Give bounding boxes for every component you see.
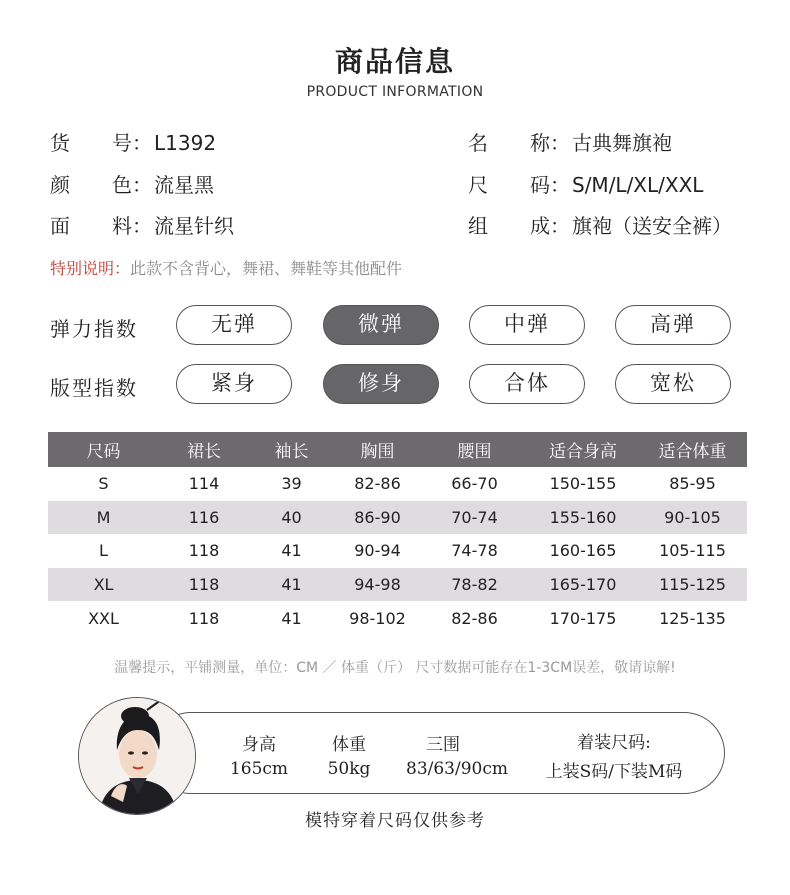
table-cell: 82-86 bbox=[451, 608, 498, 628]
table-cell: 98-102 bbox=[349, 608, 406, 628]
info-item-composition: 组成： 旗袍（送安全裤） bbox=[468, 210, 732, 239]
model-weight-label: 体重 bbox=[332, 735, 366, 755]
table-cell: 41 bbox=[249, 568, 334, 602]
info-value: 流星黑 bbox=[154, 173, 214, 197]
elasticity-option-high: 高弹 bbox=[615, 305, 731, 345]
table-cell: 170-175 bbox=[549, 608, 617, 628]
table-cell: S bbox=[98, 474, 109, 494]
info-label: 面料 bbox=[50, 214, 132, 238]
column-header: 袖长 bbox=[249, 432, 334, 467]
elasticity-label: 弹力指数 bbox=[50, 317, 138, 341]
model-measurements-label: 三围 bbox=[426, 735, 460, 755]
table-header-row bbox=[48, 432, 747, 467]
model-avatar bbox=[78, 697, 196, 815]
table-cell: 160-165 bbox=[549, 541, 617, 561]
model-size-value: 上装S码/下装M码 bbox=[545, 762, 683, 782]
info-value: 流星针织 bbox=[154, 214, 234, 238]
measurement-tip: 温馨提示，平铺测量，单位：CM ／ 体重（斤） 尺寸数据可能存在1-3CM误差，敬请谅解! bbox=[114, 660, 676, 676]
model-size-footnote: 模特穿着尺码仅供参考 bbox=[305, 811, 485, 831]
table-row bbox=[48, 568, 747, 602]
page-title: 商品信息 bbox=[334, 45, 455, 78]
table-cell: 74-78 bbox=[451, 541, 498, 561]
table-cell: 118 bbox=[188, 608, 220, 628]
info-item-name: 名称： 古典舞旗袍 bbox=[468, 127, 672, 156]
info-item-fabric: 面料： 流星针织 bbox=[50, 210, 234, 239]
table-cell: 78-82 bbox=[421, 568, 528, 602]
table-cell: 150-155 bbox=[549, 474, 617, 494]
elasticity-option-none: 无弹 bbox=[176, 305, 292, 345]
info-value: S/M/L/XL/XXL bbox=[572, 173, 704, 197]
table-cell: 41 bbox=[281, 541, 302, 561]
info-label: 名称 bbox=[468, 131, 550, 155]
page-subtitle: PRODUCT INFORMATION bbox=[306, 84, 484, 100]
table-cell: 94-98 bbox=[334, 568, 421, 602]
fit-option-regular: 合体 bbox=[469, 364, 585, 404]
fit-option-slim: 修身 bbox=[323, 364, 439, 404]
table-cell: 86-90 bbox=[334, 501, 421, 535]
fit-option-loose: 宽松 bbox=[615, 364, 731, 404]
table-cell: 90-94 bbox=[354, 541, 401, 561]
table-row bbox=[48, 534, 747, 568]
info-item-sizes: 尺码： S/M/L/XL/XXL bbox=[468, 169, 703, 198]
table-cell: 82-86 bbox=[354, 474, 401, 494]
info-value: 古典舞旗袍 bbox=[572, 131, 672, 155]
table-cell: 118 bbox=[159, 568, 249, 602]
info-value: 旗袍（送安全裤） bbox=[572, 214, 732, 238]
column-header: 适合体重 bbox=[638, 432, 747, 467]
model-portrait-icon bbox=[79, 698, 196, 815]
table-cell: 165-170 bbox=[528, 568, 638, 602]
model-measurements-value: 83/63/90cm bbox=[406, 759, 508, 779]
table-cell: XXL bbox=[88, 608, 119, 628]
info-label: 颜色 bbox=[50, 173, 132, 197]
table-row bbox=[48, 601, 747, 635]
column-header: 适合身高 bbox=[528, 432, 638, 467]
info-item-color: 颜色： 流星黑 bbox=[50, 169, 214, 198]
size-table bbox=[48, 432, 747, 635]
table-cell: L bbox=[99, 541, 108, 561]
table-cell: XL bbox=[48, 568, 159, 602]
model-height-value: 165cm bbox=[229, 759, 289, 779]
table-cell: 118 bbox=[188, 541, 220, 561]
model-weight-value: 50kg bbox=[327, 759, 371, 779]
model-size-label: 着装尺码: bbox=[577, 733, 651, 753]
table-cell: 70-74 bbox=[421, 501, 528, 535]
fit-label: 版型指数 bbox=[50, 376, 138, 400]
table-cell: 41 bbox=[281, 608, 302, 628]
info-value: L1392 bbox=[154, 131, 217, 155]
column-header: 尺码 bbox=[48, 432, 159, 467]
info-label: 组成 bbox=[468, 214, 550, 238]
table-cell: 90-105 bbox=[638, 501, 747, 535]
table-cell: 105-115 bbox=[659, 541, 726, 561]
table-cell: 155-160 bbox=[528, 501, 638, 535]
table-row bbox=[48, 501, 747, 535]
elasticity-option-slight: 微弹 bbox=[323, 305, 439, 345]
info-label: 货号 bbox=[50, 131, 132, 155]
table-cell: 39 bbox=[281, 474, 302, 494]
table-cell: 116 bbox=[159, 501, 249, 535]
notice-text: 此款不含背心，舞裙、舞鞋等其他配件 bbox=[130, 259, 403, 278]
table-cell: 114 bbox=[188, 474, 220, 494]
table-row bbox=[48, 467, 747, 501]
column-header: 裙长 bbox=[159, 432, 249, 467]
elasticity-option-medium: 中弹 bbox=[469, 305, 585, 345]
table-cell: 40 bbox=[249, 501, 334, 535]
special-notice bbox=[50, 256, 402, 279]
fit-option-tight: 紧身 bbox=[176, 364, 292, 404]
column-header: 胸围 bbox=[334, 432, 421, 467]
column-header: 腰围 bbox=[421, 432, 528, 467]
table-cell: M bbox=[48, 501, 159, 535]
info-item-sku: 货号： L1392 bbox=[50, 127, 216, 156]
table-cell: 115-125 bbox=[638, 568, 747, 602]
notice-label: 特别说明： bbox=[50, 259, 131, 278]
table-cell: 85-95 bbox=[669, 474, 716, 494]
model-height-label: 身高 bbox=[242, 735, 276, 755]
info-label: 尺码 bbox=[468, 173, 550, 197]
table-cell: 125-135 bbox=[659, 608, 726, 628]
table-cell: 66-70 bbox=[451, 474, 498, 494]
